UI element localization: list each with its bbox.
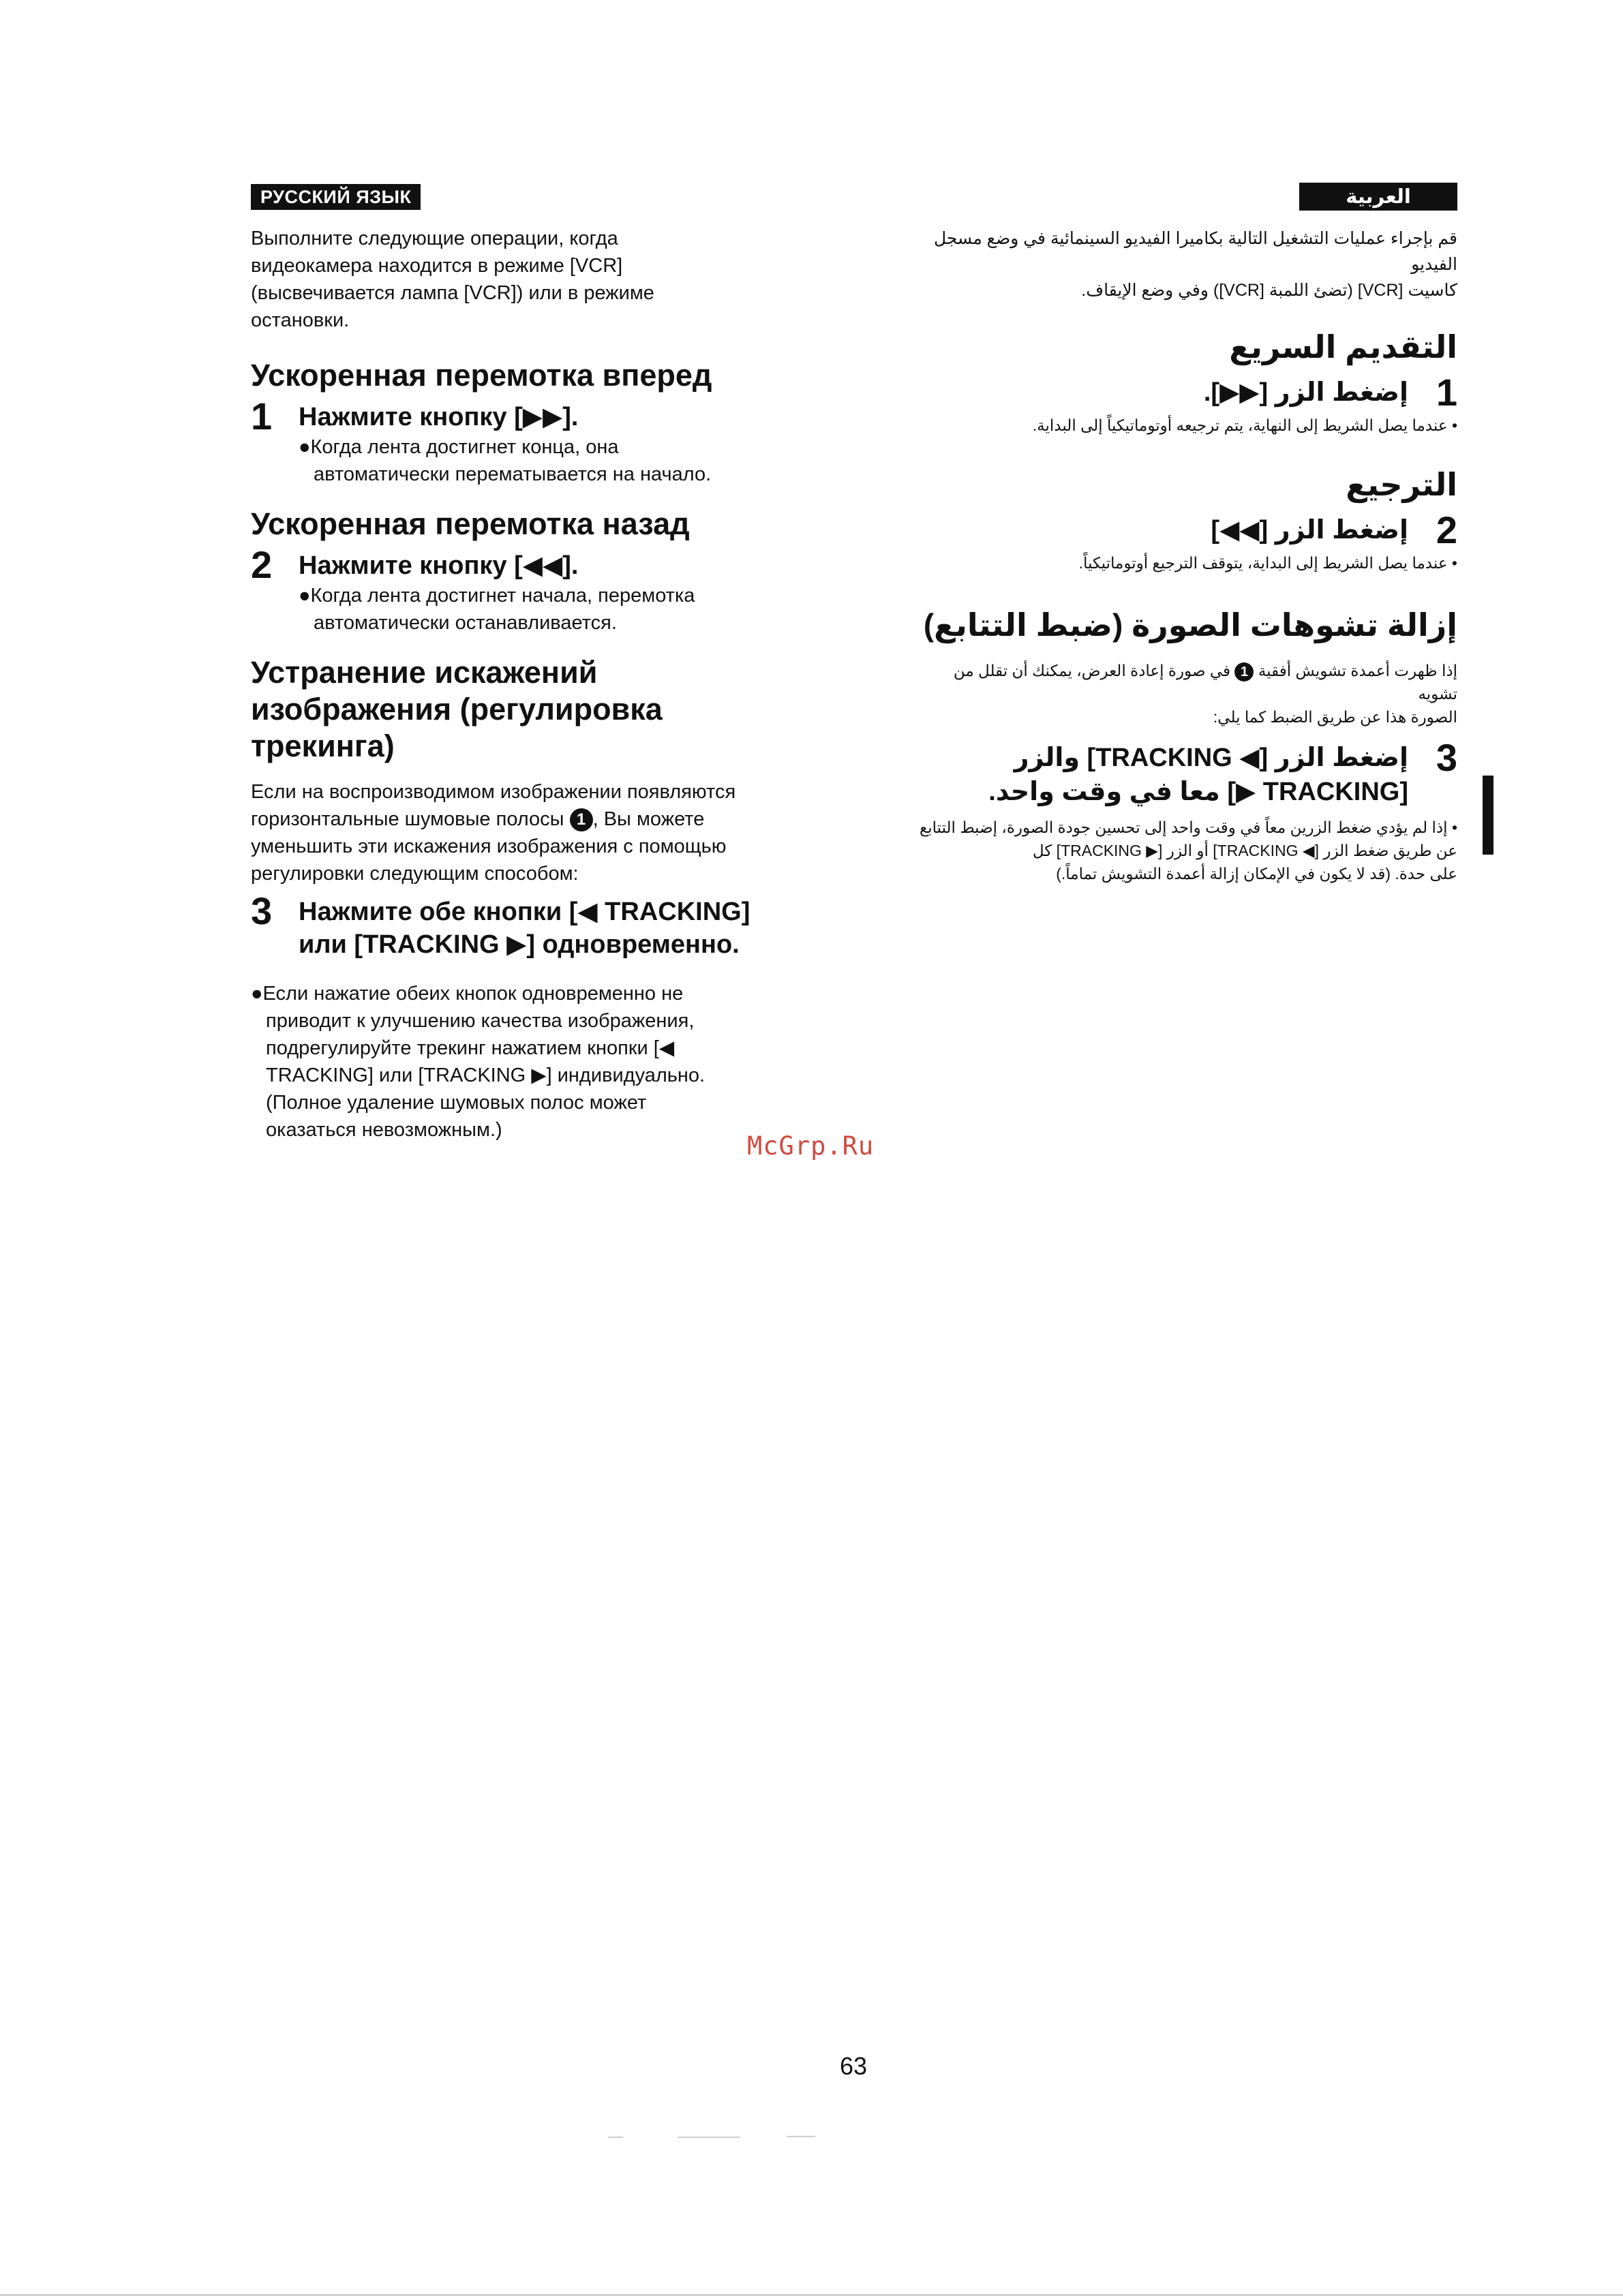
para-text: горизонтальные шумовые полосы: [251, 808, 564, 830]
step-title-line: Нажмите обе кнопки [◀ TRACKING]: [299, 898, 750, 926]
step-number: 1: [1436, 371, 1457, 414]
heading-fast-forward-ar: التقديم السريع: [1229, 329, 1457, 365]
step-number: 2: [1436, 508, 1457, 551]
para-line: регулировки следующим способом:: [251, 863, 579, 885]
heading-line: трекинга): [251, 729, 395, 763]
note-line: عن طريق ضغط الزر [◀ TRACKING] أو الزر [▶ TRACKING] كل: [1032, 842, 1457, 859]
step-2-ar: [913, 510, 1457, 550]
para-line: Если на воспроизводимом изображении появляются: [251, 781, 736, 803]
step-title: إضغط الزر [◀◀]: [1211, 516, 1408, 545]
intro-line: قم بإجراء عمليات التشغيل التالية بكاميرا الفيديو السينمائية في وضع مسجل الفيديو: [933, 229, 1457, 274]
step-note: [299, 582, 769, 637]
watermark: McGrp.Ru: [747, 1131, 875, 1161]
para-line: [251, 806, 769, 833]
para-text: في صورة إعادة العرض، يمكنك أن تقلل من تشويه: [953, 662, 1457, 703]
heading-rewind: Ускоренная перемотка назад: [251, 506, 690, 541]
step-2: [251, 545, 769, 637]
bullet-line: TRACKING] или [TRACKING ▶] индивидуально.: [266, 1065, 706, 1086]
step-title-line: [TRACKING ▶] معا في وقت واحد.: [988, 778, 1408, 806]
bullet-line: ●Если нажатие обеих кнопок одновременно не: [251, 983, 684, 1005]
scan-artifact: [608, 2137, 623, 2138]
circled-number-icon: 1: [570, 808, 593, 831]
step-title-line: إضغط الزر [◀ TRACKING] والزر: [1014, 744, 1408, 772]
step-number: 3: [251, 889, 273, 932]
tracking-paragraph: [251, 778, 769, 887]
step-1-ar: [913, 373, 1457, 412]
step-1: [251, 397, 769, 488]
russian-intro: [251, 225, 769, 334]
arabic-column: [913, 183, 1457, 885]
note-line: автоматически останавливается.: [314, 612, 617, 634]
circled-number-icon: 1: [1234, 662, 1254, 682]
step-number: 2: [251, 543, 273, 586]
bullet-line: оказаться невозможным.): [266, 1119, 502, 1141]
note-line: • إذا لم يؤدي ضغط الزرين معاً في وقت واحد إلى تحسين جودة الصورة، إضبط التتابع: [920, 818, 1457, 836]
step-title: Нажмите кнопку [◀◀].: [299, 551, 579, 580]
bullet-line: (Полное удаление шумовых полос может: [266, 1092, 647, 1114]
para-text: إذا ظهرت أعمدة تشويش أفقية: [1258, 662, 1457, 679]
heading-line: изображения (регулировка: [251, 692, 663, 726]
step-note: [299, 433, 769, 488]
intro-line: остановки.: [251, 309, 350, 331]
language-label-arabic: العربية: [1299, 183, 1457, 211]
intro-line: видеокамера находится в режиме [VCR]: [251, 255, 623, 277]
section-marker-bar: [1483, 776, 1493, 855]
scan-artifact: [678, 2137, 740, 2138]
heading-tracking: [251, 654, 769, 765]
note-line: على حدة. (قد لا يكون في الإمكان إزالة أعمدة التشويش تماماً.): [1056, 865, 1457, 883]
step-3-ar: [913, 738, 1457, 809]
heading-fast-forward: Ускоренная перемотка вперед: [251, 358, 712, 393]
language-label-russian: РУССКИЙ ЯЗЫК: [251, 184, 421, 210]
step-title-line: или [TRACKING ▶] одновременно.: [299, 930, 740, 959]
para-line: الصورة هذا عن طريق الضبط كما يلي:: [1213, 708, 1457, 726]
intro-line: كاسيت [VCR] (تضئ اللمبة [VCR]) وفي وضع الإيقاف.: [1081, 281, 1457, 300]
note-line: ●Когда лента достигнет конца, она: [299, 436, 619, 458]
note-line: автоматически перематывается на начало.: [314, 463, 712, 485]
heading-tracking-ar: إزالة تشوهات الصورة (ضبط التتابع): [923, 607, 1457, 643]
intro-line: Выполните следующие операции, когда: [251, 228, 618, 249]
step-number: 3: [1436, 736, 1457, 779]
para-line: [913, 659, 1457, 705]
step-note: • عندما يصل الشريط إلى النهاية، يتم ترجيعه أوتوماتيكياً إلى البداية.: [1032, 416, 1457, 434]
heading-line: Устранение искажений: [251, 655, 598, 690]
bullet-line: подрегулируйте трекинг нажатием кнопки [◀: [266, 1037, 675, 1059]
para-line: уменьшить эти искажения изображения с помощью: [251, 836, 727, 857]
arabic-intro: [913, 226, 1457, 303]
russian-column: [251, 184, 769, 1144]
para-text: , Вы можете: [592, 808, 705, 830]
tracking-note-ar: [913, 816, 1457, 885]
note-line: ●Когда лента достигнет начала, перемотка: [299, 585, 695, 607]
heading-rewind-ar: الترجيع: [1346, 467, 1457, 502]
page-number: 63: [840, 2052, 868, 2080]
tracking-bullet: [251, 980, 769, 1144]
bullet-line: приводит к улучшению качества изображения,: [266, 1010, 695, 1032]
intro-line: (высвечивается лампа [VCR]) или в режиме: [251, 282, 654, 304]
scan-artifact: [787, 2136, 815, 2137]
tracking-paragraph-ar: [913, 659, 1457, 729]
step-note: • عندما يصل الشريط إلى البداية، يتوقف الترجيع أوتوماتيكياً.: [1078, 554, 1457, 572]
step-title: إضغط الزر [▶▶].: [1203, 378, 1408, 407]
step-3: [251, 891, 769, 961]
step-title: Нажмите кнопку [▶▶].: [299, 403, 579, 431]
step-number: 1: [251, 395, 273, 438]
